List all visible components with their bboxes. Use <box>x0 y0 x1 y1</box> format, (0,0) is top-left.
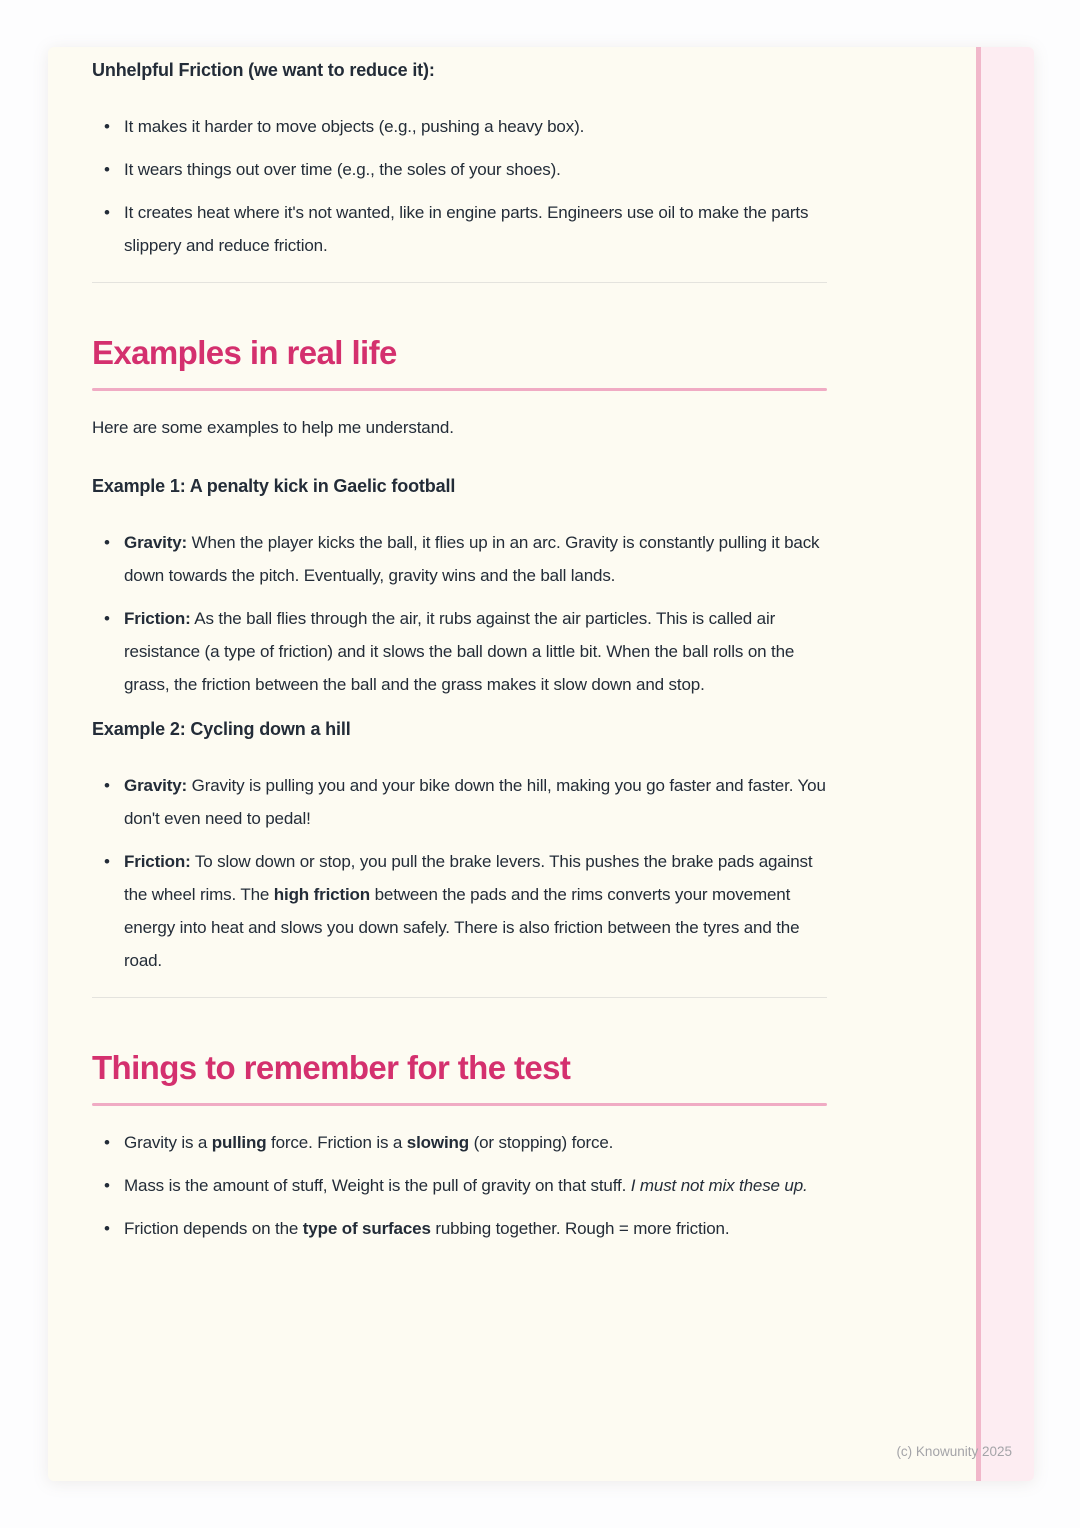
notes-document-page <box>48 47 1034 1481</box>
list-item: • Friction: To slow down or stop, you pull the brake levers. This pushes the brake pads against the wheel rims. The high friction between the pads and the rims converts your movement energy into heat and slows you down safely. There is also friction between the tyres and the road. <box>124 845 827 977</box>
section-title-rule <box>92 1103 827 1106</box>
document-content <box>92 47 827 1255</box>
list-item: • It creates heat where it's not wanted, like in engine parts. Engineers use oil to make the parts slippery and reduce friction. <box>124 196 827 262</box>
examples-intro-text: Here are some examples to help me understand. <box>92 418 454 437</box>
section-divider <box>92 997 827 998</box>
subheading-example-1: Example 1: A penalty kick in Gaelic football <box>92 476 456 496</box>
subheading-unhelpful-friction: Unhelpful Friction (we want to reduce it): <box>92 60 435 80</box>
list-item: • Mass is the amount of stuff, Weight is the pull of gravity on that stuff. I must not mix these up. <box>124 1169 827 1202</box>
list-item: • Friction: As the ball flies through the air, it rubs against the air particles. This is called air resistance (a type of friction) and it slows the ball down a little bit. When the ball rolls on the grass, the friction between the ball and the grass makes it slow down and stop. <box>124 602 827 701</box>
section-title-rule <box>92 388 827 391</box>
list-item: • Gravity: Gravity is pulling you and your bike down the hill, making you go faster and faster. You don't even need to pedal! <box>124 769 827 835</box>
list-item: • Gravity is a pulling force. Friction is a slowing (or stopping) force. <box>124 1126 827 1159</box>
example-2-list <box>92 769 827 977</box>
list-item: • Friction depends on the type of surfaces rubbing together. Rough = more friction. <box>124 1212 827 1245</box>
page-edge-panel <box>981 47 1034 1481</box>
subheading-example-2: Example 2: Cycling down a hill <box>92 719 351 739</box>
section-title-examples: Examples in real life <box>92 334 397 371</box>
remember-list <box>92 1126 827 1245</box>
list-item: • Gravity: When the player kicks the ball, it flies up in an arc. Gravity is constantly pulling it back down towards the pitch. Eventually, gravity wins and the ball lands. <box>124 526 827 592</box>
unhelpful-friction-list <box>92 110 827 262</box>
list-item: • It wears things out over time (e.g., the soles of your shoes). <box>124 153 827 186</box>
section-divider <box>92 282 827 283</box>
copyright-watermark: (c) Knowunity 2025 <box>896 1444 1012 1459</box>
list-item: • It makes it harder to move objects (e.g., pushing a heavy box). <box>124 110 827 143</box>
page-edge-stripe <box>976 47 981 1481</box>
section-title-remember: Things to remember for the test <box>92 1049 571 1086</box>
example-1-list <box>92 526 827 701</box>
